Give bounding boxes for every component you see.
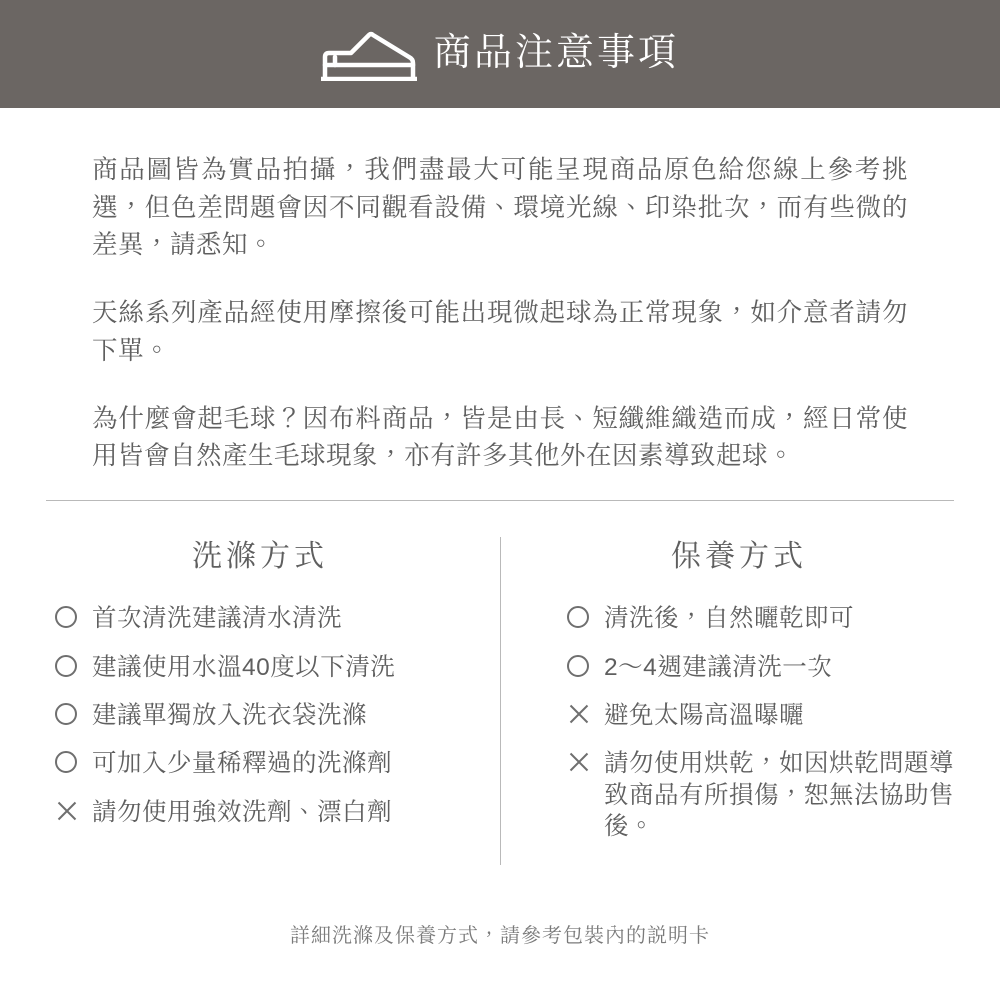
list-item (558, 700, 954, 731)
vertical-divider (500, 537, 501, 865)
circle-icon (46, 748, 86, 773)
list-item (46, 603, 474, 634)
circle-icon (46, 603, 86, 628)
cross-icon (558, 700, 598, 725)
list-item (46, 700, 474, 731)
list-item-label: 建議單獨放入洗衣袋洗滌 (92, 701, 367, 729)
circle-icon (46, 652, 86, 677)
page-header (0, 0, 1000, 108)
list-item-label: 請勿使用烘乾，如因烘乾問題導致商品有所損傷，恕無法協助售後。 (604, 750, 954, 840)
list-item (46, 652, 474, 683)
care-columns (0, 531, 1000, 859)
maintenance-title: 保養方式 (671, 540, 807, 574)
intro-paragraph-3: 為什麼會起毛球？因布料商品，皆是由長、短纖維織造而成，經日常使用皆會自然產生毛球現象，亦有許多其他外在因素導致起球。 (92, 404, 908, 471)
circle-icon (558, 603, 598, 628)
maintenance-column (500, 531, 954, 859)
washing-column (46, 531, 500, 859)
intro-section (0, 108, 1000, 476)
circle-icon (46, 700, 86, 725)
intro-paragraph-1: 商品圖皆為實品拍攝，我們盡最大可能呈現商品原色給您線上參考挑選，但色差問題會因不同觀看設備、環境光線、印染批次，而有些微的差異，請悉知。 (92, 156, 908, 260)
list-item (46, 797, 474, 828)
footer-note: 詳細洗滌及保養方式，請參考包裝內的説明卡 (290, 925, 710, 947)
list-item (558, 748, 954, 842)
list-item-label: 請勿使用強效洗劑、漂白劑 (92, 798, 392, 826)
list-item-label: 避免太陽高溫曝曬 (604, 701, 804, 729)
cross-icon (558, 748, 598, 773)
list-item (558, 652, 954, 683)
list-item (46, 748, 474, 779)
bed-icon (321, 27, 417, 81)
circle-icon (558, 652, 598, 677)
list-item-label: 清洗後，自然曬乾即可 (604, 605, 854, 633)
list-item (558, 603, 954, 634)
list-item-label: 2～4週建議清洗一次 (604, 653, 833, 681)
page-title: 商品注意事項 (432, 32, 679, 74)
cross-icon (46, 797, 86, 822)
list-item-label: 可加入少量稀釋過的洗滌劑 (92, 750, 392, 778)
list-item-label: 首次清洗建議清水清洗 (92, 605, 342, 633)
washing-title: 洗滌方式 (192, 540, 328, 574)
horizontal-divider (46, 500, 954, 501)
intro-paragraph-2: 天絲系列產品經使用摩擦後可能出現微起球為正常現象，如介意者請勿下單。 (92, 299, 908, 365)
list-item-label: 建議使用水溫40度以下清洗 (92, 653, 396, 681)
